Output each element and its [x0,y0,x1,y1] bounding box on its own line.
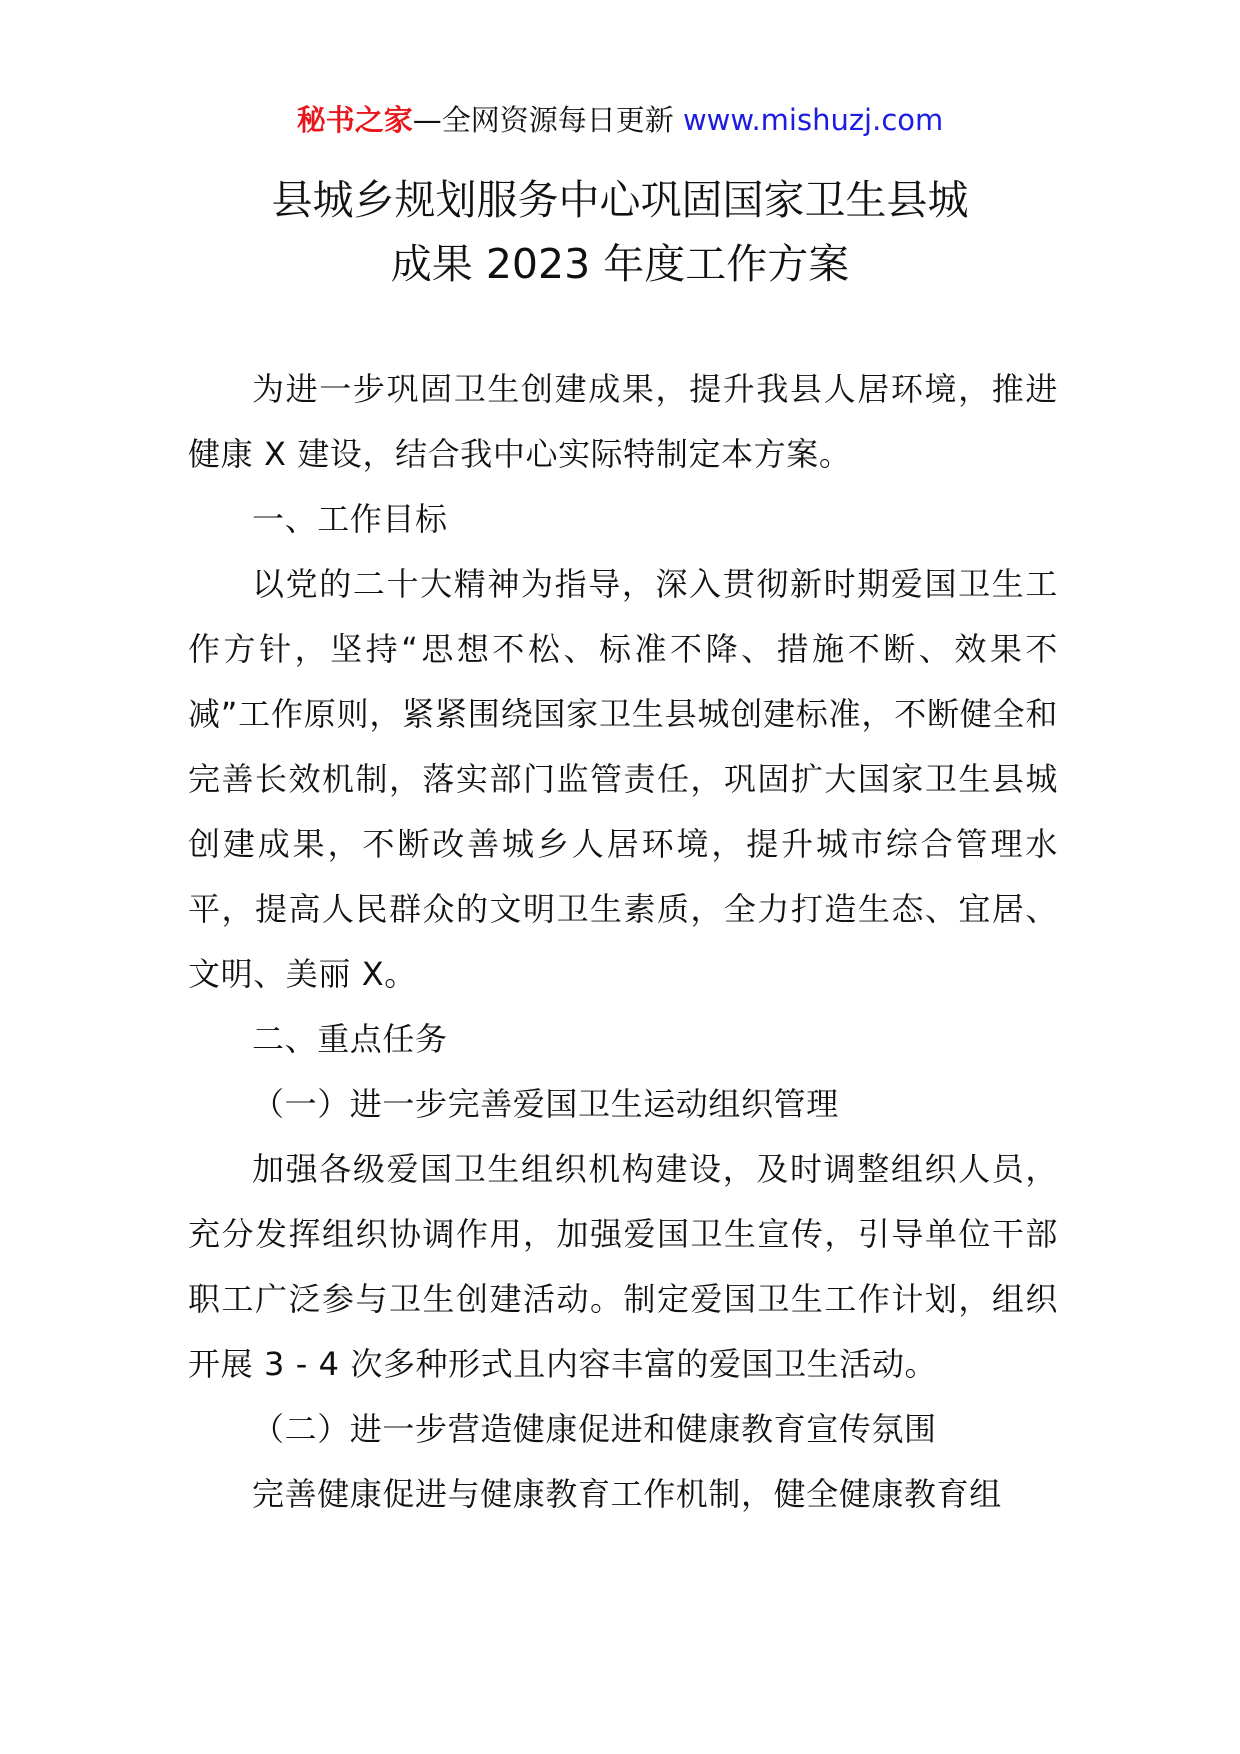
intro-paragraph: 为进一步巩固卫生创建成果，提升我县人居环境，推进健康 X 建设，结合我中心实际特制定本方案。 [188,370,1058,473]
title-line-1: 县城乡规划服务中心巩固国家卫生县城 [271,176,969,224]
task-2-paragraph: 完善健康促进与健康教育工作机制，健全健康教育组 [252,1475,1002,1513]
document-title [0,168,1240,296]
subsection-heading-1: （一）进一步完善爱国卫生运动组织管理 [252,1085,839,1123]
section-heading-tasks: 二、重点任务 [252,1020,448,1058]
site-url-link[interactable]: www.mishuzj.com [682,103,944,137]
goals-paragraph: 以党的二十大精神为指导，深入贯彻新时期爱国卫生工作方针，坚持“思想不松、标准不降、措施不断、效果不减”工作原则，紧紧围绕国家卫生县城创建标准，不断健全和完善长效机制，落实部门监管责任，巩固扩大国家卫生县城创建成果，不断改善城乡人居环境，提升城市综合管理水平，提高人民群众的文明卫生素质，全力打造生态、宜居、文明、美丽 X。 [188,565,1058,993]
document-body [188,357,1058,1527]
brand-name: 秘书之家 [296,103,413,137]
title-line-2: 成果 2023 年度工作方案 [390,240,850,288]
subsection-heading-2: （二）进一步营造健康促进和健康教育宣传氛围 [252,1410,937,1448]
site-header [0,100,1240,140]
header-tagline: —全网资源每日更新 [412,103,674,137]
section-heading-goals: 一、工作目标 [252,500,448,538]
task-1-paragraph: 加强各级爱国卫生组织机构建设，及时调整组织人员，充分发挥组织协调作用，加强爱国卫生宣传，引导单位干部职工广泛参与卫生创建活动。制定爱国卫生工作计划，组织开展 3 - 4 次多种形式且内容丰富的爱国卫生活动。 [188,1150,1058,1383]
